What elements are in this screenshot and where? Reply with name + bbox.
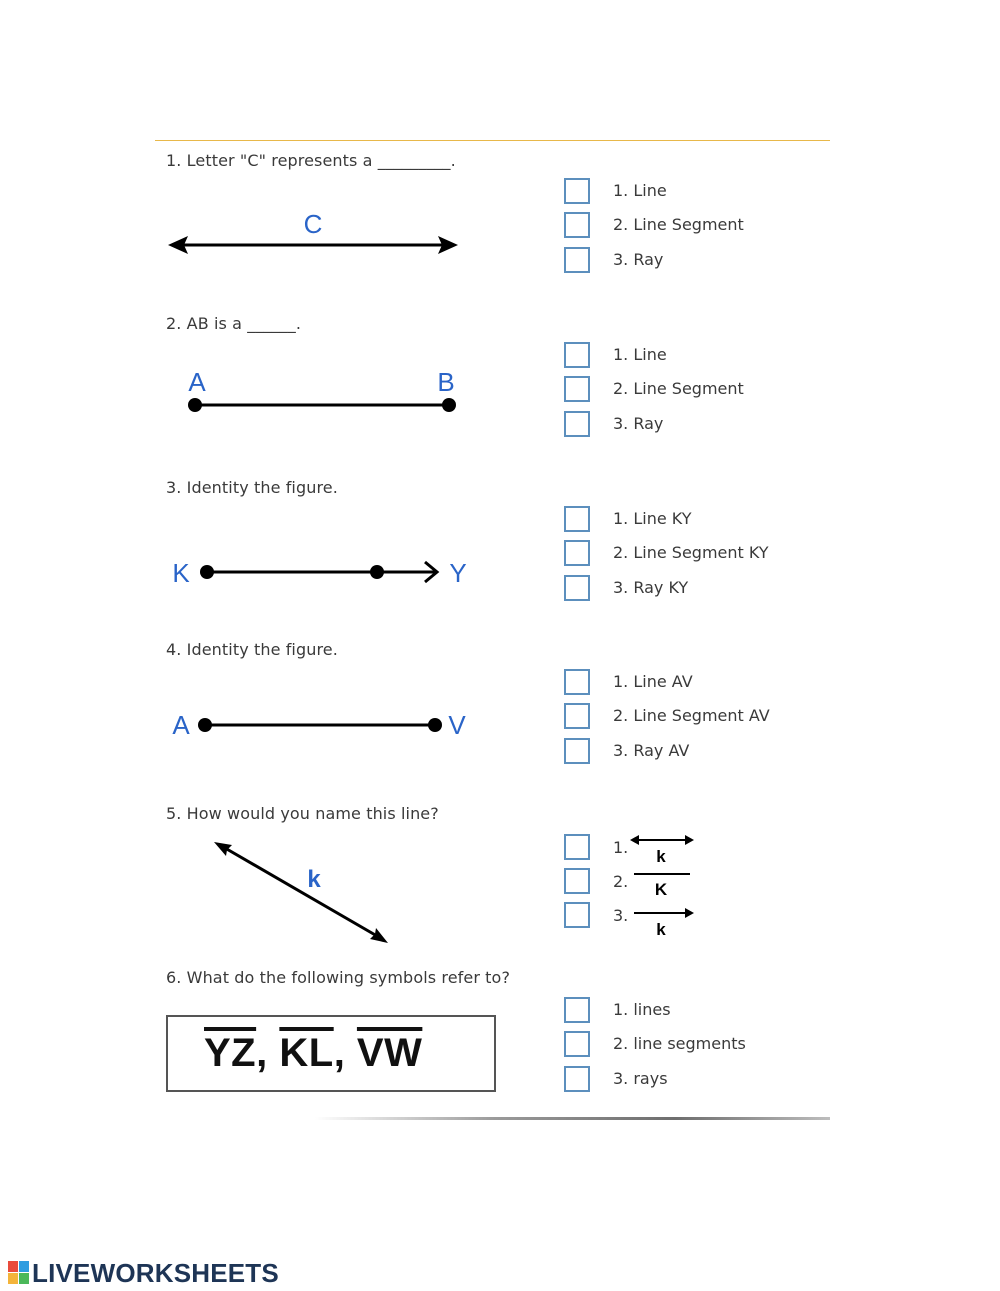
q1-option-1-label: 1. Line xyxy=(613,181,667,200)
question-4-text: 4. Identity the figure. xyxy=(166,640,338,659)
segment-notation-symbol xyxy=(630,866,700,900)
symbols-box xyxy=(166,1015,496,1092)
question-5-text: 5. How would you name this line? xyxy=(166,804,439,823)
question-5-figure-line xyxy=(205,835,405,955)
q6-option-1-checkbox[interactable] xyxy=(564,997,590,1023)
symbol-letter-uppercase-k: K xyxy=(654,880,668,899)
figure-label-c: C xyxy=(303,209,323,239)
q6-option-2-checkbox[interactable] xyxy=(564,1031,590,1057)
symbols-text: $\overline{YZ}$, $\overline{KL}$, $\overline{VW}$ xyxy=(204,1031,423,1075)
figure-label-a: A xyxy=(188,367,206,397)
bottom-divider xyxy=(315,1117,830,1120)
q5-option-2-label: 2. xyxy=(613,872,629,891)
q4-option-2-label: 2. Line Segment AV xyxy=(613,706,770,725)
q2-option-3-checkbox[interactable] xyxy=(564,411,590,437)
symbol-letter-k-ray: k xyxy=(656,920,666,939)
figure-label-k: K xyxy=(172,558,190,588)
symbol-letter-k: k xyxy=(656,847,666,866)
symbol-kl: $\overline{KL}$ xyxy=(279,1031,334,1075)
logo-text: LIVEWORKSHEETS xyxy=(32,1258,279,1288)
q4-option-3-checkbox[interactable] xyxy=(564,738,590,764)
q2-option-1-checkbox[interactable] xyxy=(564,342,590,368)
top-divider xyxy=(155,140,830,141)
q2-option-2-checkbox[interactable] xyxy=(564,376,590,402)
figure-label-a2: A xyxy=(172,710,190,740)
q1-option-3-label: 3. Ray xyxy=(613,250,664,269)
q3-option-1-label: 1. Line KY xyxy=(613,509,692,528)
q6-option-3-checkbox[interactable] xyxy=(564,1066,590,1092)
question-3-figure-ray xyxy=(165,552,485,592)
q5-option-1-checkbox[interactable] xyxy=(564,834,590,860)
q6-option-3-label: 3. rays xyxy=(613,1069,668,1088)
q4-option-3-label: 3. Ray AV xyxy=(613,741,690,760)
q3-option-3-checkbox[interactable] xyxy=(564,575,590,601)
q3-option-1-checkbox[interactable] xyxy=(564,506,590,532)
q2-option-1-label: 1. Line xyxy=(613,345,667,364)
q1-option-2-checkbox[interactable] xyxy=(564,212,590,238)
q1-option-2-label: 2. Line Segment xyxy=(613,215,744,234)
q4-option-2-checkbox[interactable] xyxy=(564,703,590,729)
figure-label-y: Y xyxy=(449,558,467,588)
q3-option-3-label: 3. Ray KY xyxy=(613,578,689,597)
q3-option-2-checkbox[interactable] xyxy=(564,540,590,566)
q4-option-1-checkbox[interactable] xyxy=(564,669,590,695)
question-4-figure-segment xyxy=(165,705,485,745)
q2-option-3-label: 3. Ray xyxy=(613,414,664,433)
symbol-yz: $\overline{YZ}$ xyxy=(204,1031,257,1075)
question-2-text: 2. AB is a ______. xyxy=(166,314,302,333)
symbol-vw: $\overline{VW}$ xyxy=(356,1031,423,1075)
q3-option-2-label: 2. Line Segment KY xyxy=(613,543,769,562)
question-2-figure-segment xyxy=(180,365,470,420)
q4-option-1-label: 1. Line AV xyxy=(613,672,693,691)
q6-option-2-label: 2. line segments xyxy=(613,1034,746,1053)
q5-option-1-label: 1. xyxy=(613,838,629,857)
q1-option-1-checkbox[interactable] xyxy=(564,178,590,204)
question-6-text: 6. What do the following symbols refer to? xyxy=(166,968,511,987)
q1-option-3-checkbox[interactable] xyxy=(564,247,590,273)
logo-blocks-icon xyxy=(8,1261,30,1285)
figure-label-v: V xyxy=(448,710,466,740)
q2-option-2-label: 2. Line Segment xyxy=(613,379,744,398)
q6-option-1-label: 1. lines xyxy=(613,1000,671,1019)
line-notation-symbol xyxy=(630,832,700,866)
q5-option-2-checkbox[interactable] xyxy=(564,868,590,894)
figure-label-lowercase-k: k xyxy=(307,866,321,893)
q5-option-3-label: 3. xyxy=(613,906,629,925)
question-1-figure-line xyxy=(160,205,470,265)
question-3-text: 3. Identity the figure. xyxy=(166,478,338,497)
figure-label-b: B xyxy=(437,367,455,397)
question-1-text: 1. Letter "C" represents a _________. xyxy=(166,151,456,170)
ray-notation-symbol xyxy=(630,905,700,939)
q5-option-3-checkbox[interactable] xyxy=(564,902,590,928)
